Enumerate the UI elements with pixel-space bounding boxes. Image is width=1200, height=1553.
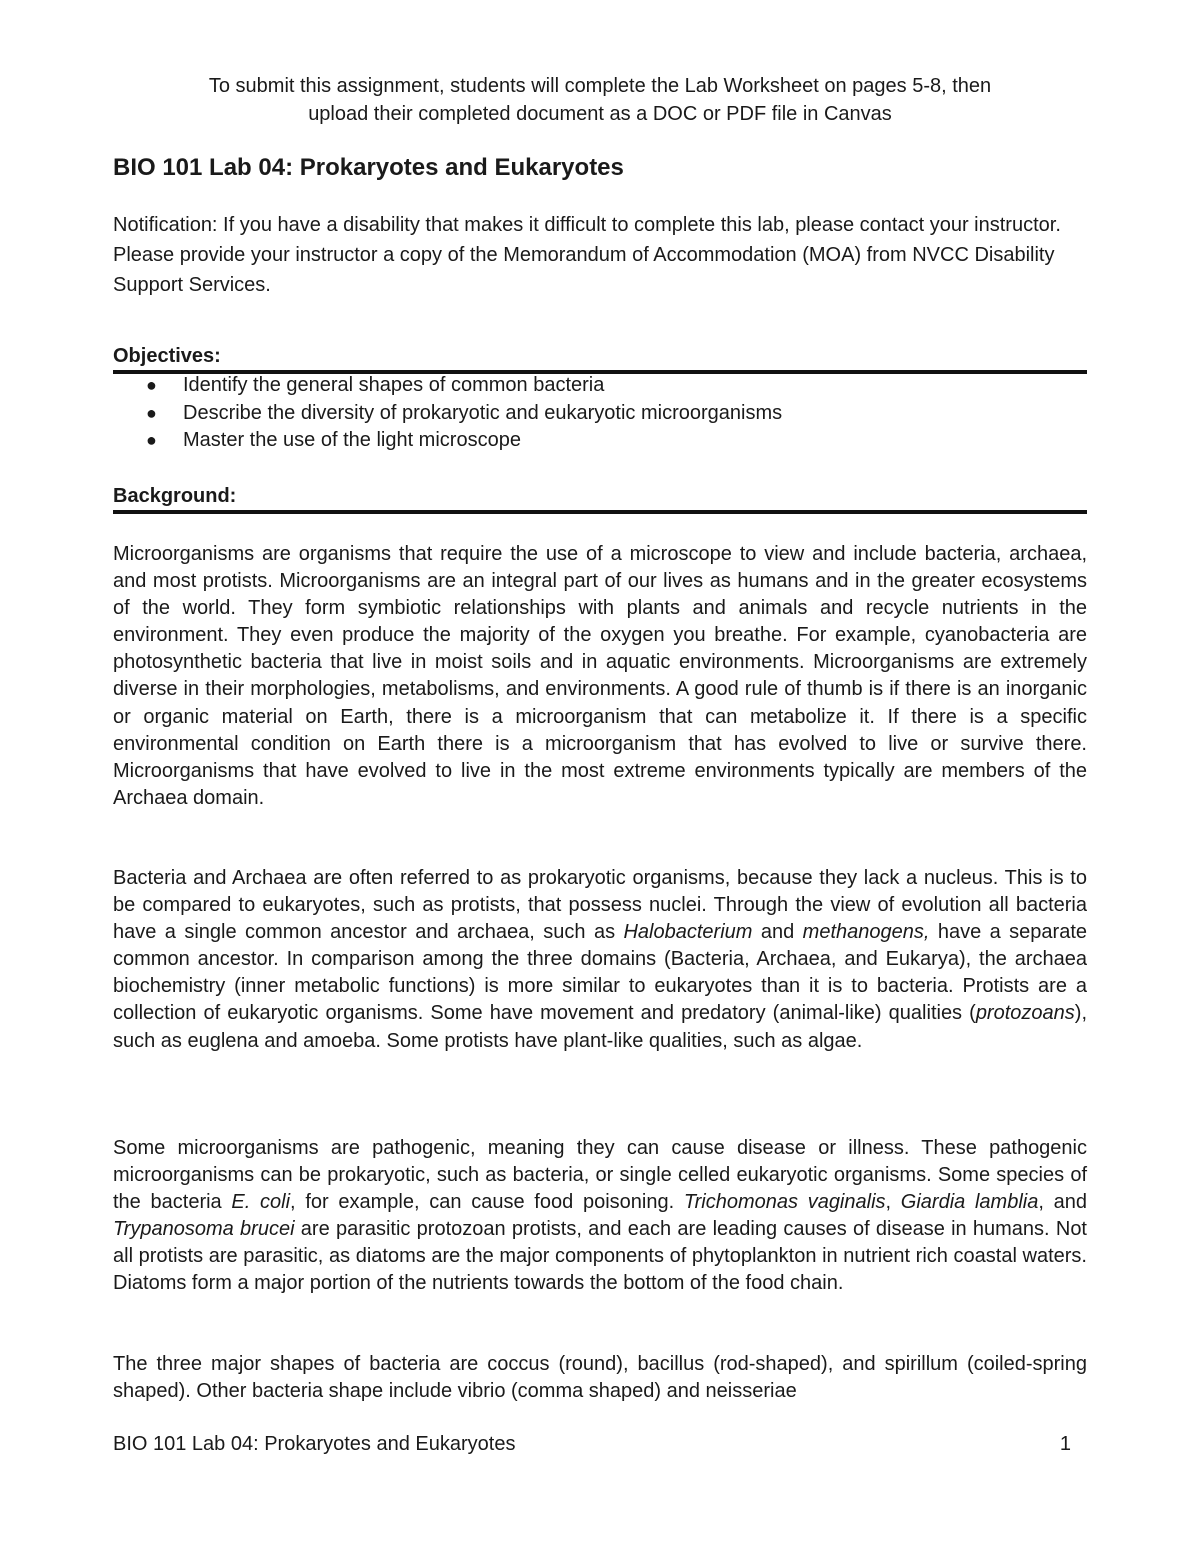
text-run: have a separate common ancestor. In comparison among the three domains (Bacteria, Archaea, and Eukarya), the archaea biochemistry (inner metabolic functions) is more similar to eukaryotes than it is to bacteria. Protists are a collection of eukaryotic organisms. Some have movement and predatory (animal-like) qualities ( (113, 921, 1088, 1025)
italic-term: Trichomonas vaginalis (683, 1191, 886, 1214)
submission-line-1: To submit this assignment, students will complete the Lab Worksheet on pages 5-8, then (208, 75, 992, 97)
objective-item (113, 427, 1087, 455)
document-title: BIO 101 Lab 04: Prokaryotes and Eukaryotes (113, 154, 624, 181)
text-run: , and (1038, 1191, 1088, 1214)
text-run: and (752, 921, 803, 944)
objective-item (113, 400, 1087, 428)
background-paragraph-4: The three major shapes of bacteria are coccus (round), bacillus (rod-shaped), and spirillum (coiled-spring shaped). Other bacteria shape include vibrio (comma shaped) and neisseriae (113, 1353, 1087, 1403)
text-run: Bacteria and Archaea are often referred to as prokaryotic organisms, because they lack a nucleus. This is to be compared to eukaryotes, such as protists, that possess nuclei. Through the view of evolution all bacteria have a single common ancestor and archaea, such as (113, 867, 1087, 944)
text-run: Some microorganisms are pathogenic, meaning they can cause disease or illness. These pathogenic microorganisms can be prokaryotic, such as bacteria, or single celled eukaryotic organisms. Some species of the bacteria (113, 1137, 1087, 1214)
page-number: 1 (1059, 1433, 1071, 1455)
submission-line-2: upload their completed document as a DOC or PDF file in Canvas (308, 103, 892, 125)
objectives-list (113, 372, 1087, 455)
objective-text: Master the use of the light microscope (183, 429, 521, 451)
footer-title: BIO 101 Lab 04: Prokaryotes and Eukaryotes (113, 1433, 516, 1455)
italic-term: methanogens, (802, 921, 930, 944)
text-run: , (885, 1191, 901, 1214)
objective-item (113, 372, 1087, 400)
objectives-heading: Objectives: (113, 343, 1087, 374)
italic-term: Halobacterium (623, 921, 753, 944)
background-paragraph-1: Microorganisms are organisms that require the use of a microscope to view and include bacteria, archaea, and most protists. Microorganisms are an integral part of our lives as humans and in the greater ecosystems of the world. They form symbiotic relationships with plants and animals and recycle nutrients in the environment. They even produce the majority of the oxygen you breathe. For example, cyanobacteria are photosynthetic bacteria that live in moist soils and in aquatic environments. Microorganisms are extremely diverse in their morphologies, metabolisms, and environments. A good rule of thumb is if there is an inorganic or organic material on Earth, there is a microorganism that can metabolize it. If there is a specific environmental condition on Earth there is a microorganism that has evolved to live or survive there. Microorganisms that have evolved to live in the most extreme environments typically are members of the Archaea domain. (113, 543, 1087, 809)
text-run: , for example, can cause food poisoning. (290, 1191, 684, 1214)
bullet-icon: ● (146, 375, 157, 395)
background-paragraph-2 (113, 865, 1087, 1055)
bullet-icon: ● (146, 402, 157, 423)
text-run: ), such as euglena and amoeba. Some protists have plant-like qualities, such as algae. (113, 1002, 1087, 1052)
italic-term: E. coli (231, 1191, 291, 1214)
bullet-icon: ● (146, 430, 157, 450)
italic-term: Giardia lamblia (900, 1191, 1039, 1214)
objective-text: Describe the diversity of prokaryotic and eukaryotic microorganisms (183, 401, 783, 424)
background-paragraph-3 (113, 1135, 1087, 1298)
italic-term: Trypanosoma brucei (113, 1218, 295, 1241)
background-heading: Background: (113, 483, 1087, 514)
text-run: are parasitic protozoan protists, and each are leading causes of disease in humans. Not all protists are parasitic, as diatoms are the major components of phytoplankton in nutrient rich coastal waters. Diatoms form a major portion of the nutrients towards the bottom of the food chain. (113, 1218, 1087, 1295)
notification-text: Notification: If you have a disability that makes it difficult to complete this lab, please contact your instructor. Please provide your instructor a copy of the Memorandum of Accommodation (MOA) from NVCC Disability Support Services. (113, 214, 1061, 296)
objective-text: Identify the general shapes of common bacteria (183, 374, 605, 396)
italic-term: protozoans (975, 1002, 1075, 1025)
submission-instructions (113, 72, 1087, 128)
